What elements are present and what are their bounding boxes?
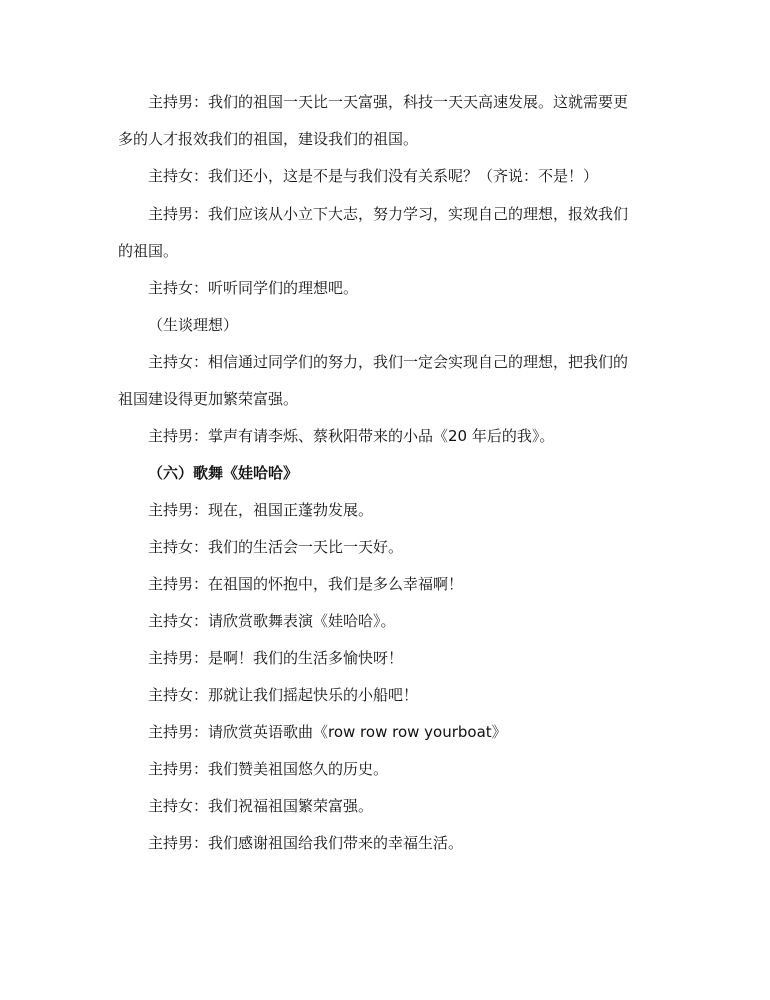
paragraph-1 bbox=[118, 84, 658, 158]
paragraph-line: 主持女：那就让我们摇起快乐的小船吧！ bbox=[148, 686, 419, 704]
paragraph-line: 主持男：我们赞美祖国悠久的历史。 bbox=[148, 760, 389, 778]
paragraph-line: 主持女：我们祝福祖国繁荣富强。 bbox=[148, 797, 374, 815]
paragraph-line: （生谈理想） bbox=[148, 316, 239, 334]
paragraph-line: 的祖国。 bbox=[118, 242, 179, 260]
paragraph-5 bbox=[118, 307, 658, 344]
paragraph-line: 主持男：掌声有请李烁、蔡秋阳带来的小品《20 年后的我》。 bbox=[148, 427, 555, 445]
paragraph-line: 祖国建设得更加繁荣富强。 bbox=[118, 390, 299, 408]
paragraph-4 bbox=[118, 270, 658, 307]
paragraph-line: 主持男：我们的祖国一天比一天富强，科技一天天高速发展。这就需要更 bbox=[148, 93, 629, 111]
paragraph-14 bbox=[118, 677, 658, 714]
paragraph-10 bbox=[118, 529, 658, 566]
paragraph-line: 主持女：我们的生活会一天比一天好。 bbox=[148, 538, 404, 556]
paragraph-line: 主持男：是啊！我们的生活多愉快呀！ bbox=[148, 649, 404, 667]
paragraph-line: 主持男：现在，祖国正蓬勃发展。 bbox=[148, 501, 374, 519]
section-heading-text: （六）歌舞《娃哈哈》 bbox=[148, 464, 299, 482]
paragraph-line: 主持女：我们还小，这是不是与我们没有关系呢？（齐说：不是！） bbox=[148, 167, 599, 185]
paragraph-line: 多的人才报效我们的祖国，建设我们的祖国。 bbox=[118, 130, 419, 148]
paragraph-line: 主持女：相信通过同学们的努力，我们一定会实现自己的理想，把我们的 bbox=[148, 353, 629, 371]
paragraph-6 bbox=[118, 344, 658, 418]
paragraph-line: 主持男：在祖国的怀抱中，我们是多么幸福啊！ bbox=[148, 575, 464, 593]
paragraph-line: 主持女：听听同学们的理想吧。 bbox=[148, 279, 359, 297]
paragraph-11 bbox=[118, 566, 658, 603]
paragraph-line: 主持男：我们应该从小立下大志，努力学习，实现自己的理想，报效我们 bbox=[148, 205, 629, 223]
paragraph-16 bbox=[118, 751, 658, 788]
paragraph-12 bbox=[118, 603, 658, 640]
paragraph-17 bbox=[118, 788, 658, 825]
paragraph-7 bbox=[118, 418, 658, 455]
paragraph-15 bbox=[118, 714, 658, 751]
paragraph-line: 主持男：我们感谢祖国给我们带来的幸福生活。 bbox=[148, 834, 464, 852]
paragraph-3 bbox=[118, 196, 658, 270]
paragraph-line: 主持男：请欣赏英语歌曲《row row row yourboat》 bbox=[148, 723, 507, 741]
paragraph-2 bbox=[118, 158, 658, 195]
paragraph-9 bbox=[118, 492, 658, 529]
paragraph-13 bbox=[118, 640, 658, 677]
paragraph-line: 主持女：请欣赏歌舞表演《娃哈哈》。 bbox=[148, 612, 396, 630]
paragraph-18 bbox=[118, 825, 658, 862]
section-heading bbox=[118, 455, 658, 492]
